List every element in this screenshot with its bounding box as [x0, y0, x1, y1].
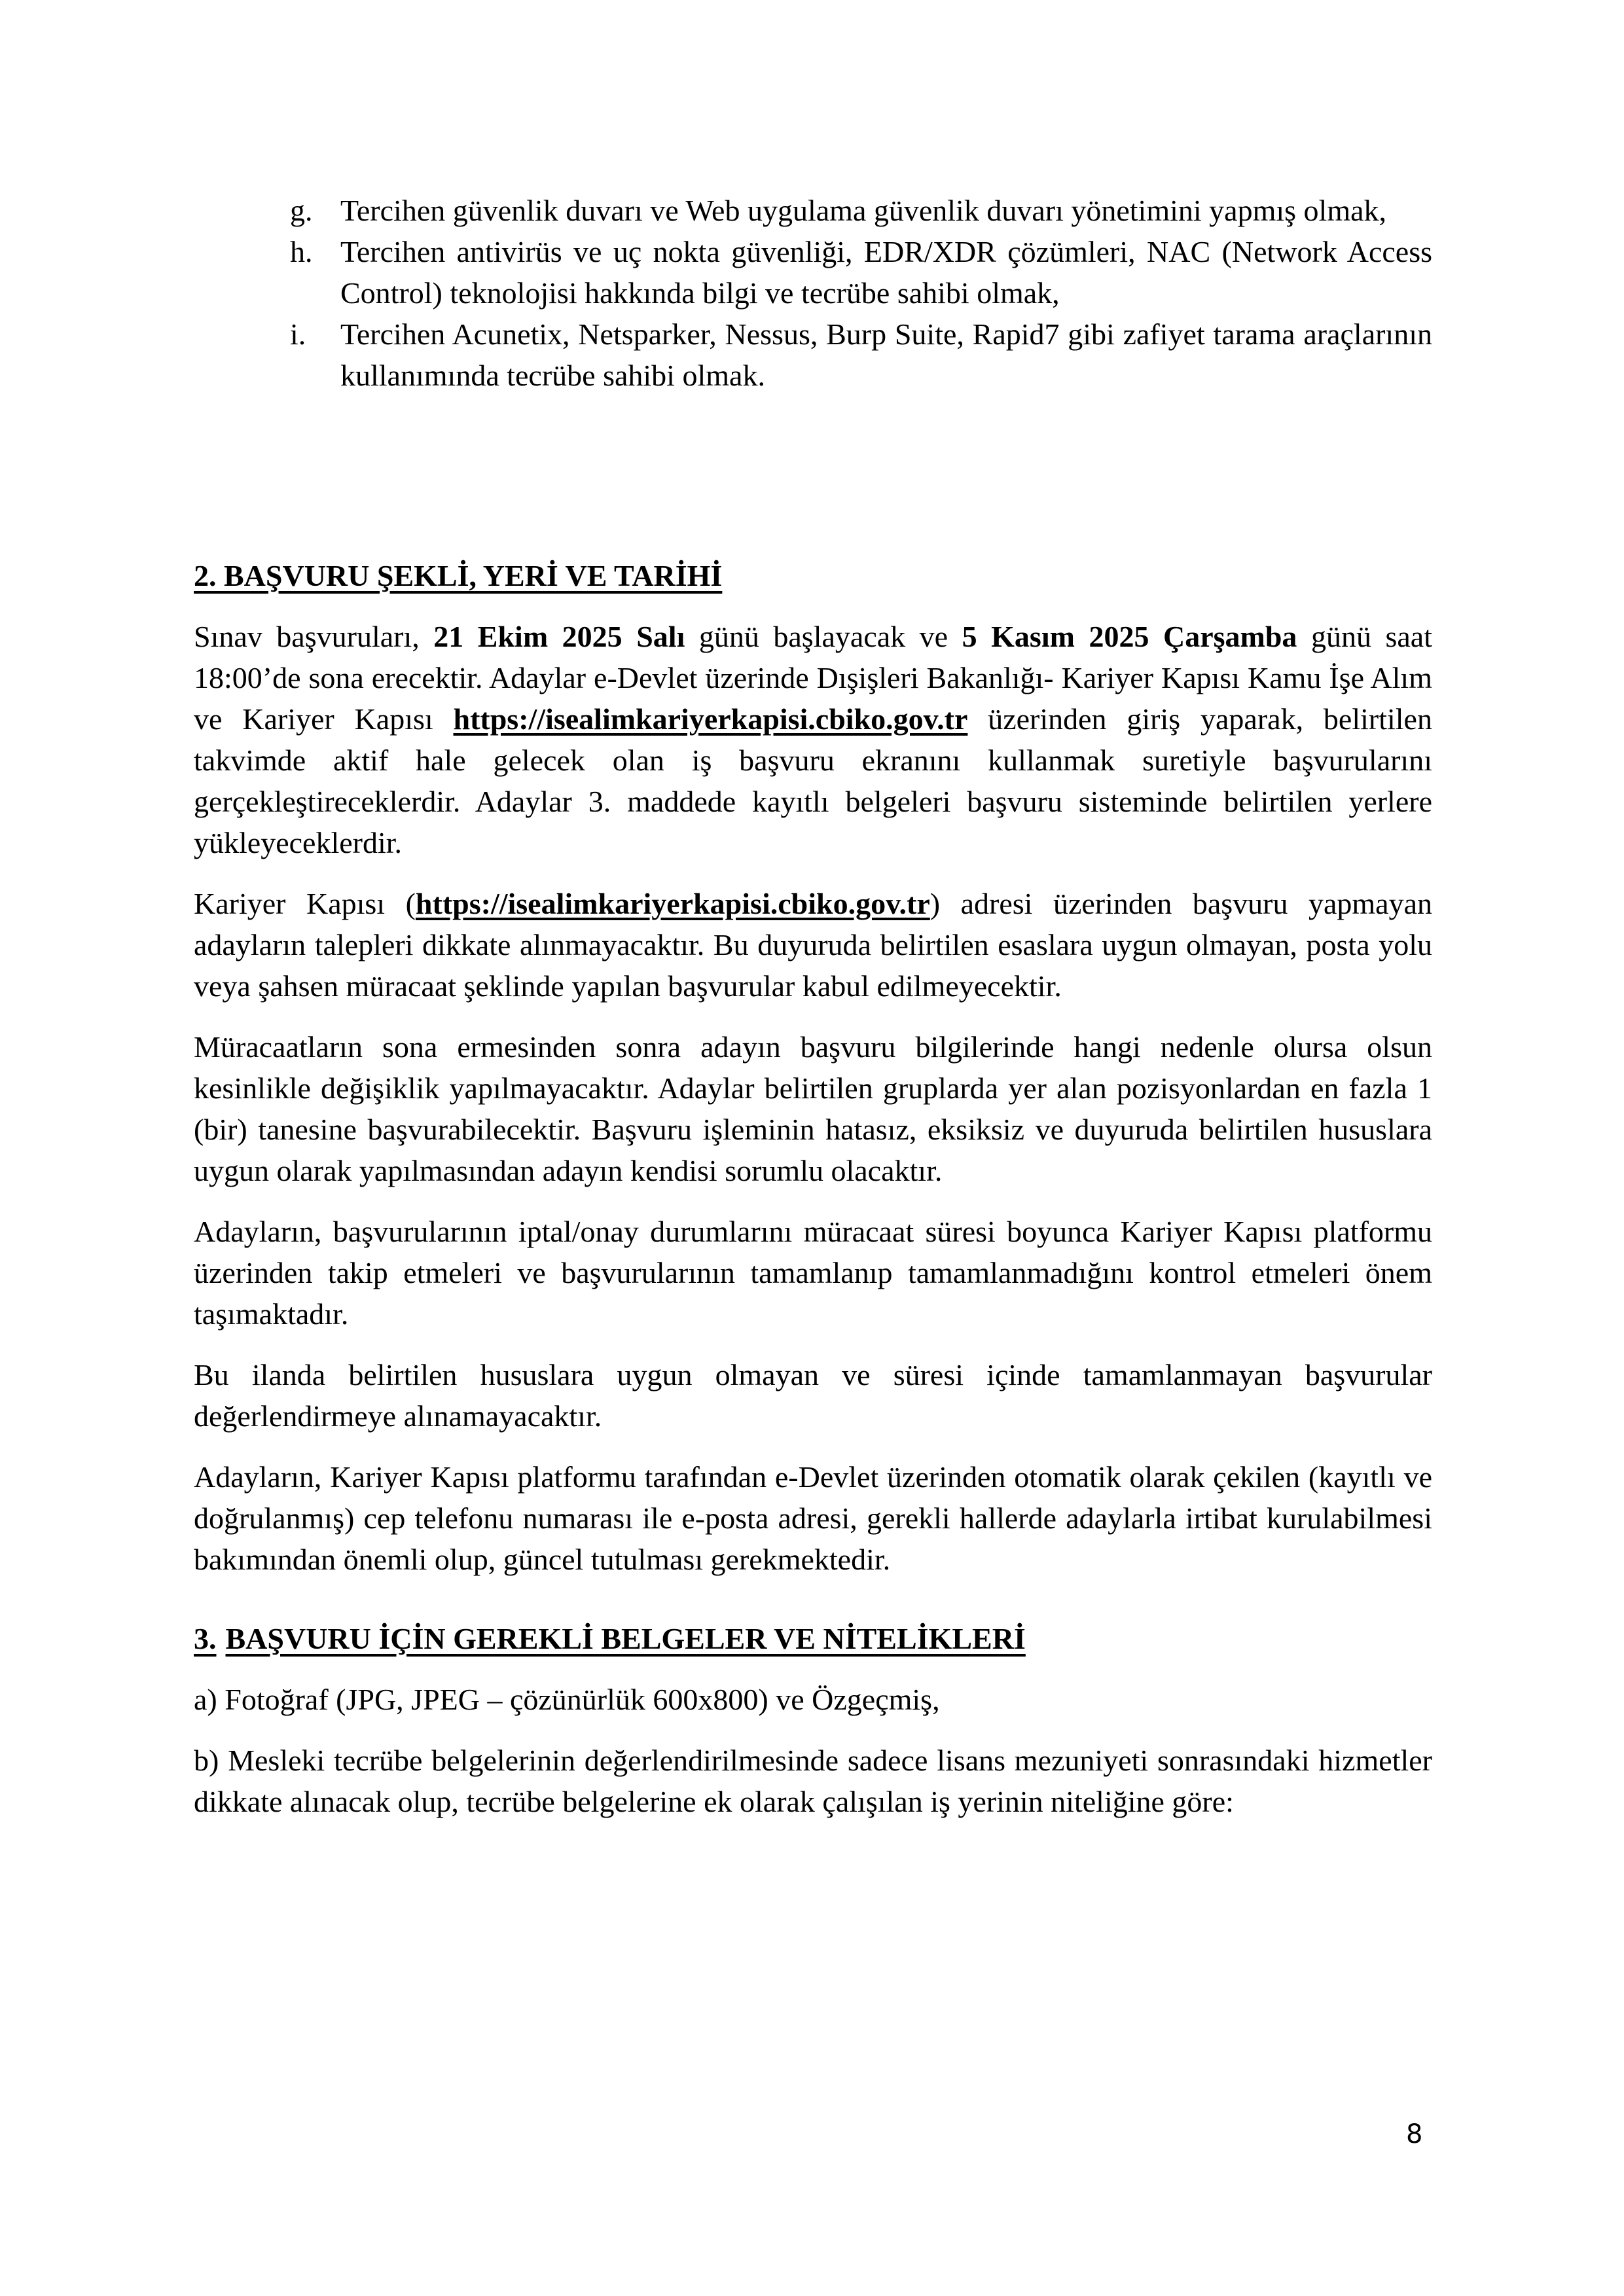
qualification-list — [194, 190, 1432, 396]
application-channel-paragraph — [194, 883, 1432, 1007]
text-span: günü başlayacak ve — [685, 620, 962, 653]
section-2-heading: 2. BAŞVURU ŞEKLİ, YERİ VE TARİHİ — [194, 559, 723, 592]
list-item-text: Tercihen Acunetix, Netsparker, Nessus, Burp Suite, Rapid7 gibi zafiyet tarama araçlarının kullanımında tecrübe sahibi olmak. — [340, 317, 1432, 392]
list-item-i — [194, 314, 1432, 396]
incomplete-applications-paragraph: Bu ilanda belirtilen hususlara uygun olmayan ve süresi içinde tamamlanmayan başvurular değerlendirmeye alınamayacaktır. — [194, 1358, 1432, 1433]
required-document-b: b) Mesleki tecrübe belgelerinin değerlendirilmesinde sadece lisans mezuniyeti sonrasındaki hizmetler dikkate alınacak olup, tecrübe belgelerine ek olarak çalışılan iş yerinin niteliğine göre: — [194, 1744, 1432, 1818]
list-item-g — [194, 190, 1432, 231]
text-span: üzerinden giriş yaparak, belirtilen takvimde aktif hale gelecek olan iş başvuru ekranını kullanmak suretiyle başvurularını gerçekleştireceklerdir. Adaylar 3. maddede kayıtlı belgeleri başvuru sisteminde belirtilen yerlere yükleyeceklerdir. — [194, 702, 1432, 859]
tracking-paragraph: Adayların, başvurularının iptal/onay durumlarını müracaat süresi boyunca Kariyer Kapısı platformu üzerinden takip etmeleri ve başvurularının tamamlanıp tamamlanmadığını kontrol etmeleri önem taşımaktadır. — [194, 1215, 1432, 1331]
application-dates-paragraph — [194, 616, 1432, 863]
list-item-text: Tercihen antivirüs ve uç nokta güvenliği, EDR/XDR çözümleri, NAC (Network Access Control) teknolojisi hakkında bilgi ve tecrübe sahibi olmak, — [340, 235, 1432, 310]
heading-number: 3. — [194, 1622, 217, 1655]
heading-text: BAŞVURU İÇİN GEREKLİ BELGELER VE NİTELİKLERİ — [225, 1622, 1026, 1655]
contact-info-paragraph: Adayların, Kariyer Kapısı platformu tarafından e-Devlet üzerinden otomatik olarak çekilen (kayıtlı ve doğrulanmış) cep telefonu numarası ile e-posta adresi, gerekli hallerde adaylarla irtibat kurulabilmesi bakımından önemli olup, güncel tutulması gerekmektedir. — [194, 1460, 1432, 1576]
text-span: ) adresi üzerinden başvuru yapmayan adayların talepleri dikkate alınmayacaktır. Bu duyuruda belirtilen esaslara uygun olmayan, posta yolu veya şahsen müracaat şeklinde yapılan başvurular kabul edilmeyecektir. — [194, 887, 1433, 1003]
required-document-a: a) Fotoğraf (JPG, JPEG – çözünürlük 600x800) ve Özgeçmiş, — [194, 1683, 940, 1716]
text-span: günü saat 18:00’de sona erecektir. Adaylar e-Devlet üzerinde Dışişleri Bakanlığı- Kariyer Kapısı Kamu İşe Alım ve Kariyer Kapısı — [194, 620, 1432, 736]
kariyer-kapisi-link[interactable]: https://isealimkariyerkapisi.cbiko.gov.tr — [453, 702, 968, 736]
text-span: Kariyer Kapısı ( — [194, 887, 416, 920]
text-span: Sınav başvuruları, — [194, 620, 434, 653]
end-date: 5 Kasım 2025 Çarşamba — [962, 620, 1297, 653]
list-marker: h. — [290, 235, 313, 268]
list-marker: g. — [290, 194, 313, 227]
document-page — [194, 190, 1432, 1842]
section-3-heading — [194, 1618, 1432, 1659]
start-date: 21 Ekim 2025 Salı — [433, 620, 685, 653]
no-changes-paragraph: Müracaatların sona ermesinden sonra adayın başvuru bilgilerinde hangi nedenle olursa olsun kesinlikle değişiklik yapılmayacaktır. Adaylar belirtilen gruplarda yer alan pozisyonlardan en fazla 1 (bir) tanesine başvurabilecektir. Başvuru işleminin hatasız, eksiksiz ve duyuruda belirtilen hususlara uygun olarak yapılmasından adayın kendisi sorumlu olacaktır. — [194, 1030, 1432, 1187]
list-item-text: Tercihen güvenlik duvarı ve Web uygulama güvenlik duvarı yönetimini yapmış olmak, — [340, 194, 1387, 227]
list-marker: i. — [290, 317, 306, 351]
list-item-h — [194, 231, 1432, 314]
kariyer-kapisi-link[interactable]: https://isealimkariyerkapisi.cbiko.gov.tr — [415, 887, 930, 920]
page-number: 8 — [1406, 2119, 1423, 2149]
